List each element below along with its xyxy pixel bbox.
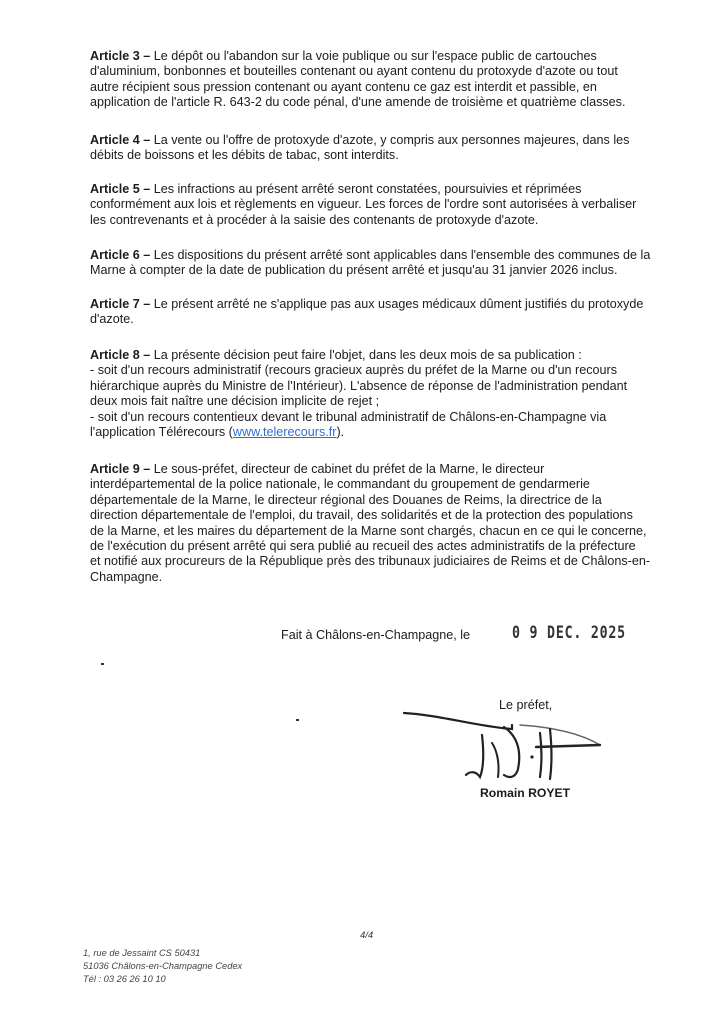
article-7 bbox=[90, 297, 670, 328]
article-text: ). bbox=[336, 425, 345, 440]
article-label: Article 5 – bbox=[90, 182, 151, 196]
article-text: les contrevenants et à procéder à la saisie des contenants de protoxyde d'azote. bbox=[90, 212, 539, 227]
article-label: Article 7 – bbox=[90, 297, 151, 311]
article-6 bbox=[90, 248, 670, 279]
signer-title: Le préfet, bbox=[499, 698, 553, 712]
article-text: La vente ou l'offre de protoxyde d'azote, y compris aux personnes majeures, dans les bbox=[150, 133, 630, 147]
date-stamp: 0 9 DEC. 2025 bbox=[512, 623, 626, 643]
article-text: d'aluminium, bonbonnes et bouteilles contenant ou ayant contenu du protoxyde d'azote ou tout bbox=[90, 64, 618, 79]
article-3 bbox=[90, 49, 670, 111]
article-label: Article 9 – bbox=[90, 462, 151, 476]
article-text: Le dépôt ou l'abandon sur la voie publique ou sur l'espace public de cartouches bbox=[150, 49, 597, 63]
scan-speck bbox=[101, 663, 104, 665]
place-date-line: Fait à Châlons-en-Champagne, le bbox=[281, 628, 471, 642]
scan-speck bbox=[296, 719, 299, 721]
footer-address bbox=[83, 947, 242, 986]
article-text: débits de boissons et les débits de tabac, sont interdits. bbox=[90, 148, 399, 163]
article-text: et notifié aux procureurs de la République près des tribunaux judiciaires de Reims et de Châlons-en- bbox=[90, 554, 651, 569]
article-label: Article 3 – bbox=[90, 49, 151, 63]
footer-phone: Tél : 03 26 26 10 10 bbox=[83, 974, 166, 984]
footer-street: 1, rue de Jessaint CS 50431 bbox=[83, 948, 201, 958]
article-text: Le présent arrêté ne s'applique pas aux usages médicaux dûment justifiés du protoxyde bbox=[150, 297, 644, 311]
article-4 bbox=[90, 133, 670, 164]
telerecours-link[interactable]: www.telerecours.fr bbox=[232, 425, 337, 440]
article-label: Article 8 – bbox=[90, 348, 151, 362]
article-text: de l'exécution du présent arrêté qui sera publié au recueil des actes administratifs de la préfecture bbox=[90, 539, 636, 554]
article-label: Article 6 – bbox=[90, 248, 151, 262]
article-text: Le sous-préfet, directeur de cabinet du préfet de la Marne, le directeur bbox=[150, 462, 545, 476]
article-text: - soit d'un recours contentieux devant le tribunal administratif de Châlons-en-Champagne via bbox=[90, 409, 607, 424]
article-text: d'azote. bbox=[90, 312, 134, 327]
article-8 bbox=[90, 348, 670, 440]
article-text: de la Marne, et les maires du département de la Marne sont chargés, chacun en ce qui le concerne, bbox=[90, 523, 647, 538]
signer-name: Romain ROYET bbox=[480, 786, 571, 800]
page-number: 4/4 bbox=[360, 930, 374, 941]
article-text: Les infractions au présent arrêté seront constatées, poursuivies et réprimées bbox=[150, 182, 582, 196]
article-text: départementale de la Marne, le directeur régional des Douanes de Reims, la directrice de la bbox=[90, 492, 602, 507]
article-text: l'application Télérecours ( bbox=[90, 425, 233, 440]
article-label: Article 4 – bbox=[90, 133, 151, 147]
article-text: direction départementale de l'emploi, du travail, des solidarités et de la protection des populations bbox=[90, 508, 633, 523]
article-5 bbox=[90, 182, 670, 228]
article-text: Les dispositions du présent arrêté sont applicables dans l'ensemble des communes de la bbox=[150, 248, 651, 262]
handwritten-signature bbox=[400, 705, 610, 785]
article-9 bbox=[90, 462, 670, 585]
article-text: Marne à compter de la date de publication du présent arrêté et jusqu'au 31 janvier 2026 inclus. bbox=[90, 263, 618, 278]
article-text: deux mois fait naître une décision implicite de rejet ; bbox=[90, 394, 380, 409]
article-text: La présente décision peut faire l'objet, dans les deux mois de sa publication : bbox=[150, 348, 582, 362]
article-text: - soit d'un recours administratif (recours gracieux auprès du préfet de la Marne ou d'un recours bbox=[90, 363, 618, 378]
article-text: hiérarchique auprès du Ministre de l'Intérieur). L'absence de réponse de l'administration pendant bbox=[90, 378, 628, 393]
article-text: interdépartemental de la police nationale, le commandant du groupement de gendarmerie bbox=[90, 477, 590, 492]
article-text: autre récipient sous pression contenant ou ayant contenu ce gaz est interdit et passible, en bbox=[90, 79, 597, 94]
article-text: application de l'article R. 643-2 du code pénal, d'une amende de troisième et quatrième classes. bbox=[90, 95, 626, 110]
article-text: Champagne. bbox=[90, 569, 163, 584]
article-text: conformément aux lois et règlements en vigueur. Les forces de l'ordre sont autorisées à verbaliser bbox=[90, 197, 637, 212]
footer-city: 51036 Châlons-en-Champagne Cedex bbox=[83, 961, 243, 971]
